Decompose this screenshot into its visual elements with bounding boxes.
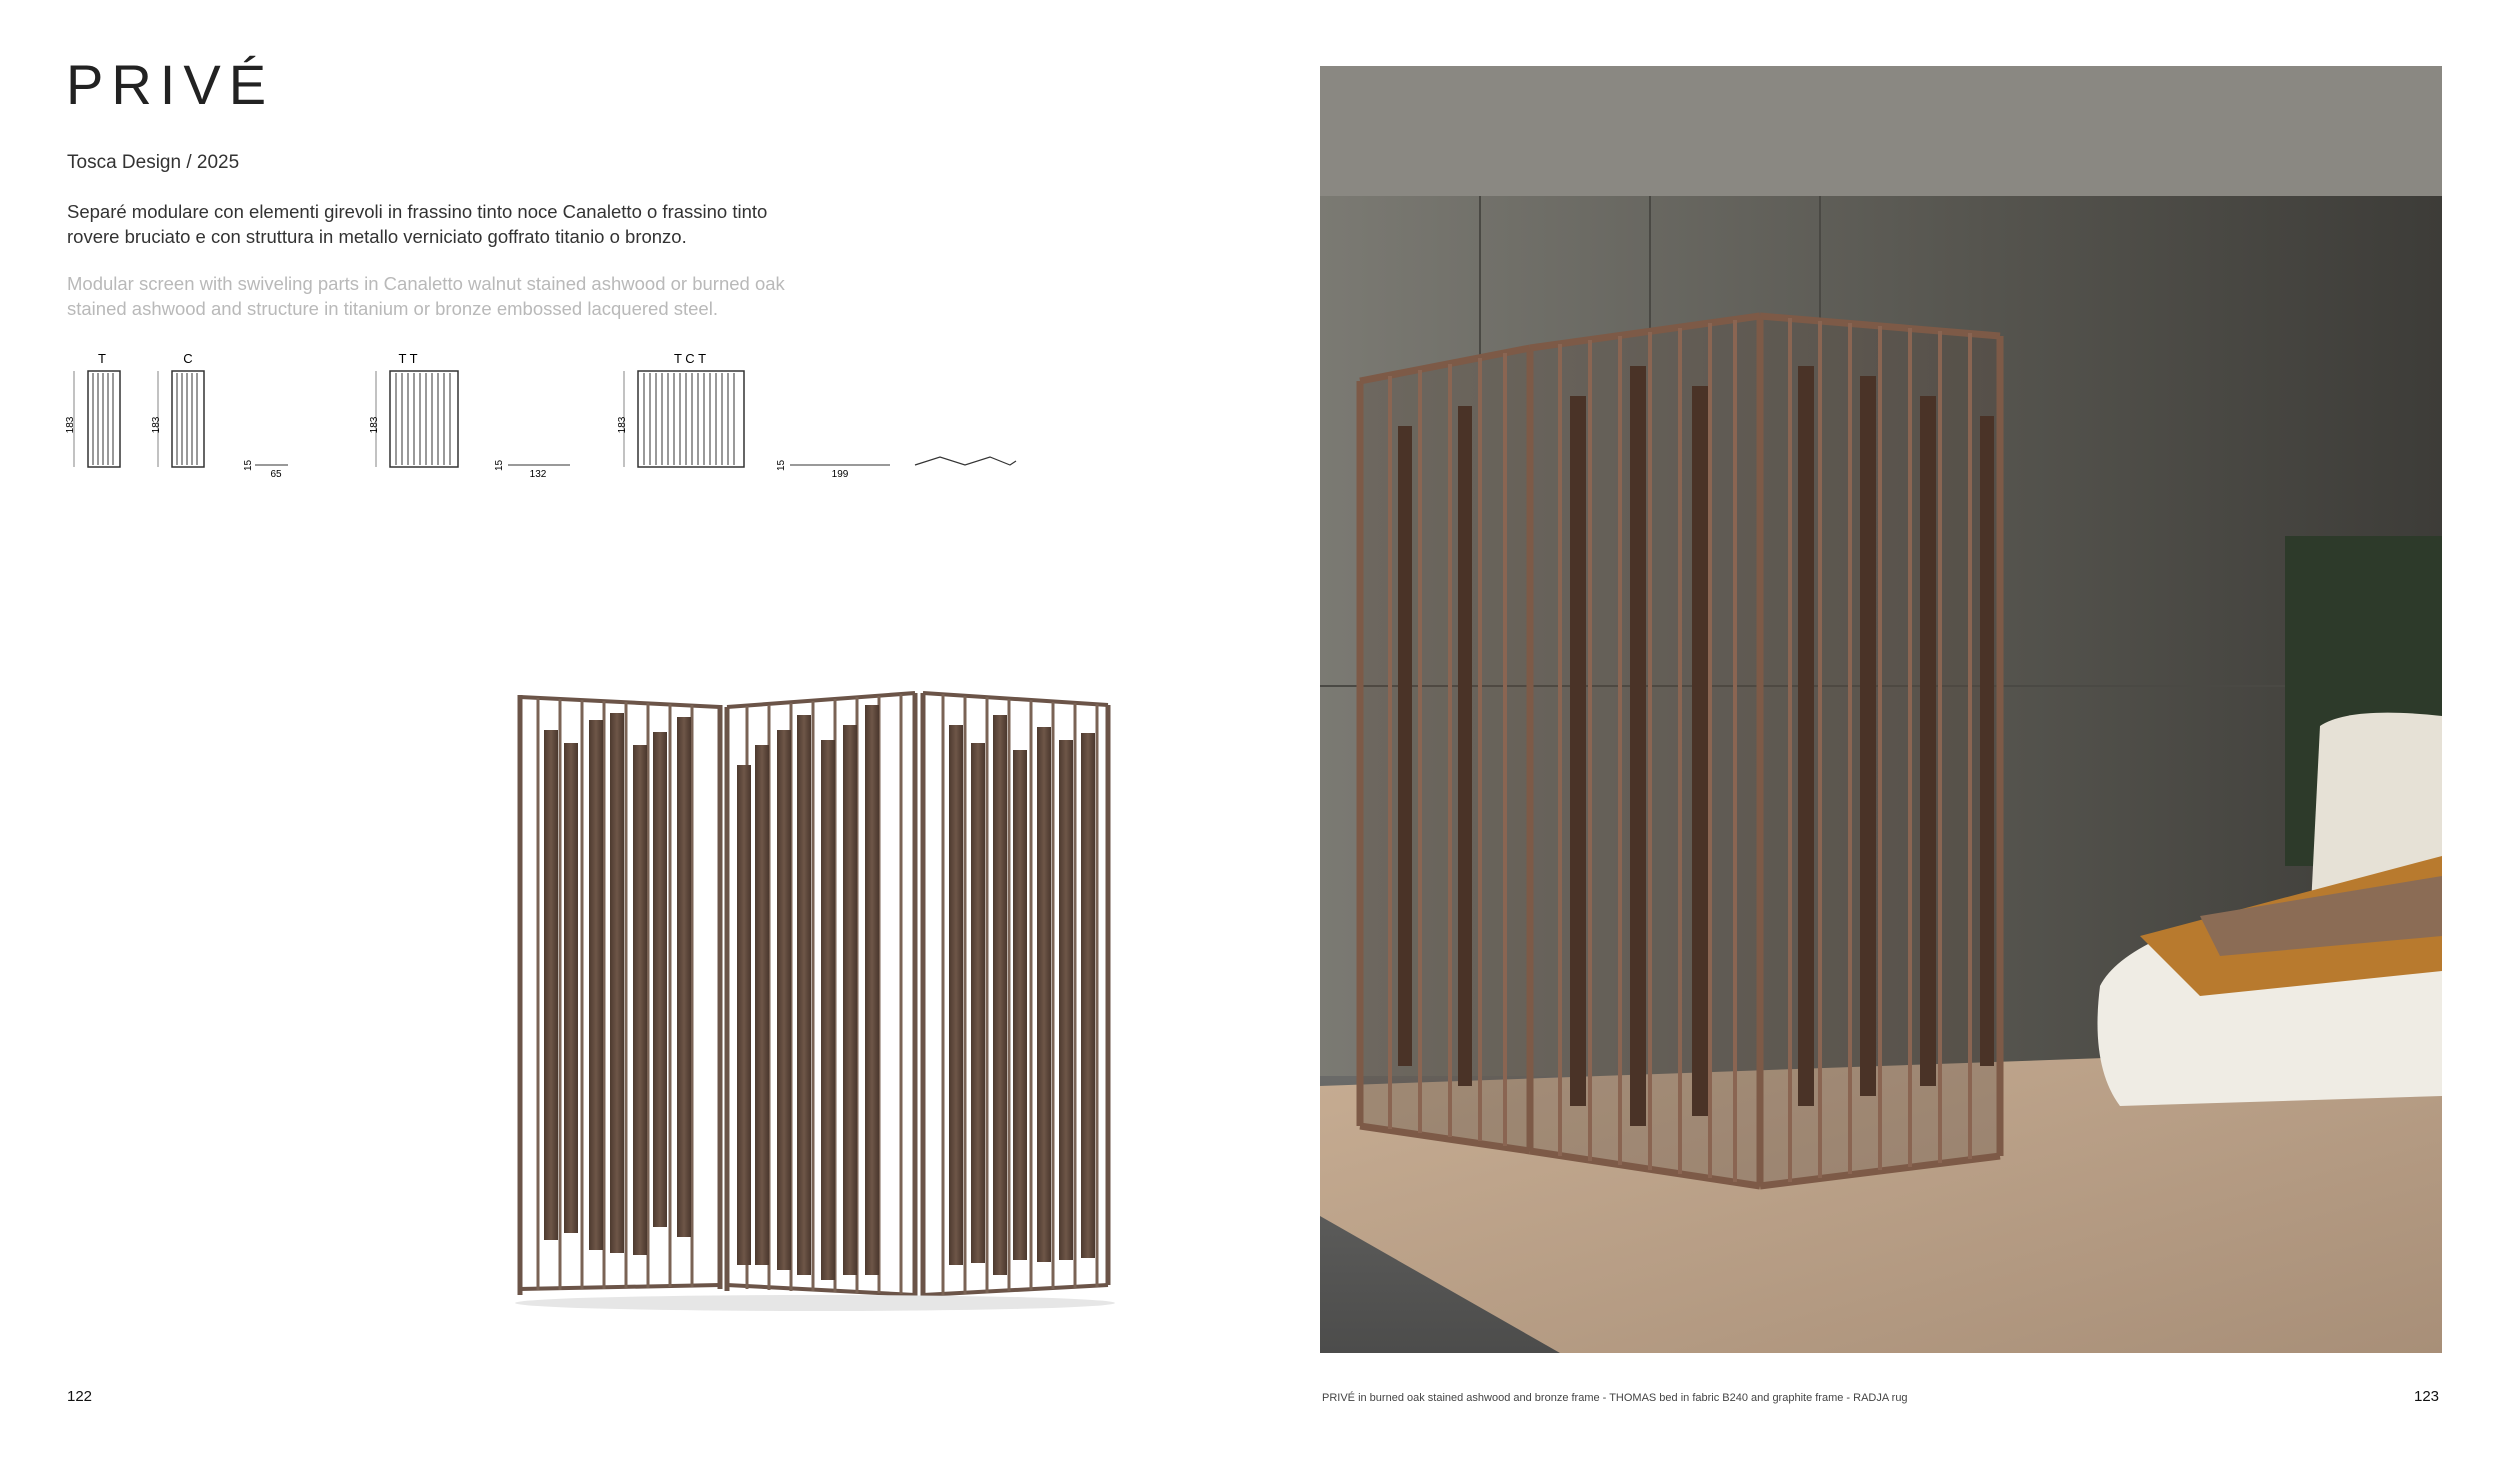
screen-panel-center: [727, 693, 915, 1297]
product-render: [505, 685, 1145, 1325]
module-c-drawing: [151, 351, 288, 480]
depth-label: 15: [776, 459, 787, 471]
width-label-132: 132: [529, 469, 547, 480]
module-label-tt: T T: [398, 351, 418, 366]
screen-panel-right: [923, 693, 1108, 1297]
screen-in-photo: [1360, 316, 2000, 1186]
interior-photo-illustration: [1320, 66, 2442, 1353]
description-english: Modular screen with swiveling parts in Canaletto walnut stained ashwood or burned oak stained ashwood and structure in titanium or bronze embossed lacquered steel.: [67, 273, 785, 319]
depth-label: 15: [494, 459, 505, 471]
width-label-199: 199: [831, 469, 849, 480]
height-label: 183: [65, 416, 76, 434]
module-t-drawing: [65, 351, 120, 467]
depth-label: 15: [243, 459, 254, 471]
description-italian: Separé modulare con elementi girevoli in frassino tinto noce Canaletto o frassino tinto rovere bruciato e con struttura in metallo verniciato goffrato titanio o bronzo.: [67, 201, 768, 247]
height-label: 183: [151, 416, 162, 434]
floor-shadow: [515, 1295, 1115, 1311]
interior-photo: [1320, 66, 2442, 1353]
module-label-tct: T C T: [673, 351, 707, 366]
module-label-t: T: [98, 351, 106, 366]
product-title: PRIVÉ: [66, 53, 275, 116]
module-label-c: C: [183, 351, 193, 366]
screen-panel-left: [520, 695, 720, 1295]
photo-caption: PRIVÉ in burned oak stained ashwood and bronze frame - THOMAS bed in fabric B240 and graphite frame - RADJA rug: [1322, 1392, 1908, 1404]
module-tt-drawing: [369, 351, 570, 480]
width-label-65: 65: [270, 469, 282, 480]
height-label: 183: [617, 416, 628, 434]
page-number-right: 123: [2414, 1388, 2440, 1405]
ceiling: [1320, 66, 2442, 196]
page-number-left: 122: [67, 1388, 93, 1405]
module-tct-drawing: [617, 351, 1016, 480]
zigzag-configuration: [915, 457, 1016, 465]
technical-drawings: [60, 345, 1040, 495]
height-label: 183: [369, 416, 380, 434]
designer-line: Tosca Design / 2025: [67, 152, 240, 173]
